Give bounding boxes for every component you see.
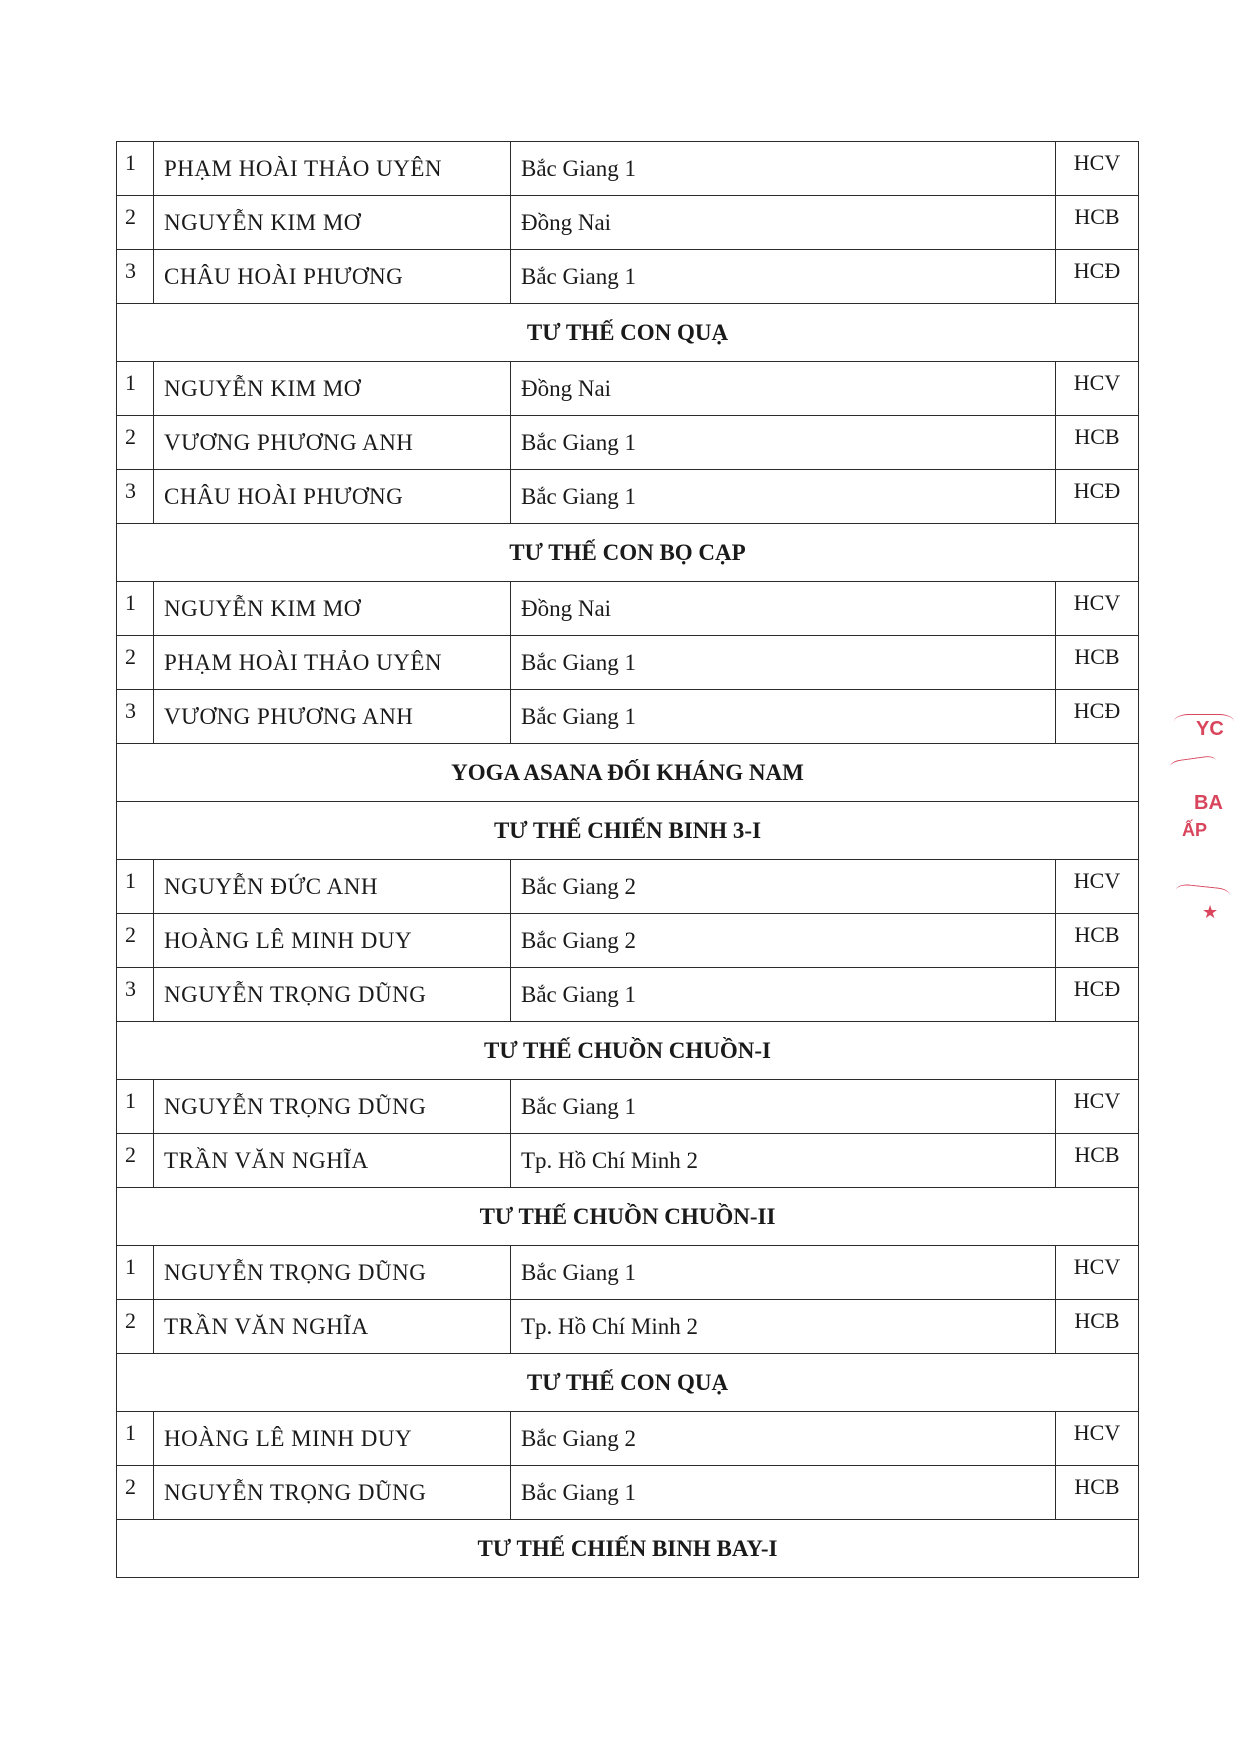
table-row	[117, 1134, 1139, 1188]
section-title: TƯ THẾ CHUỒN CHUỒN-I	[117, 1022, 1139, 1080]
athlete-name: PHẠM HOÀI THẢO UYÊN	[154, 142, 511, 196]
section-header-row	[117, 304, 1139, 362]
table-row	[117, 1300, 1139, 1354]
medal-cell: HCV	[1056, 1080, 1139, 1134]
medal-cell: HCB	[1056, 416, 1139, 470]
table-row	[117, 582, 1139, 636]
table-row	[117, 690, 1139, 744]
athlete-name: NGUYỄN ĐỨC ANH	[154, 860, 511, 914]
table-row	[117, 142, 1139, 196]
section-header-row	[117, 744, 1139, 802]
rank-cell: 2	[117, 636, 154, 690]
team-name: Bắc Giang 1	[511, 470, 1056, 524]
stamp-arc-bottom	[1175, 883, 1230, 902]
team-name: Bắc Giang 1	[511, 636, 1056, 690]
table-row	[117, 362, 1139, 416]
table-row	[117, 416, 1139, 470]
section-title: TƯ THẾ CON QUẠ	[117, 304, 1139, 362]
section-title: TƯ THẾ CHUỒN CHUỒN-II	[117, 1188, 1139, 1246]
rank-cell: 1	[117, 582, 154, 636]
athlete-name: HOÀNG LÊ MINH DUY	[154, 914, 511, 968]
team-name: Bắc Giang 1	[511, 1246, 1056, 1300]
stamp-text-3: ẤP	[1182, 820, 1208, 840]
table-row	[117, 914, 1139, 968]
medal-cell: HCĐ	[1056, 250, 1139, 304]
rank-cell: 1	[117, 1080, 154, 1134]
athlete-name: NGUYỄN KIM MƠ	[154, 362, 511, 416]
team-name: Tp. Hồ Chí Minh 2	[511, 1134, 1056, 1188]
section-header-row	[117, 1188, 1139, 1246]
medal-cell: HCV	[1056, 860, 1139, 914]
rank-cell: 1	[117, 1246, 154, 1300]
athlete-name: TRẦN VĂN NGHĨA	[154, 1134, 511, 1188]
team-name: Tp. Hồ Chí Minh 2	[511, 1300, 1056, 1354]
rank-cell: 1	[117, 142, 154, 196]
athlete-name: CHÂU HOÀI PHƯƠNG	[154, 470, 511, 524]
table-row	[117, 250, 1139, 304]
table-row	[117, 196, 1139, 250]
stamp-text-1: YC	[1196, 718, 1224, 740]
team-name: Đồng Nai	[511, 196, 1056, 250]
medal-cell: HCB	[1056, 1466, 1139, 1520]
athlete-name: HOÀNG LÊ MINH DUY	[154, 1412, 511, 1466]
medal-cell: HCV	[1056, 362, 1139, 416]
medal-cell: HCV	[1056, 142, 1139, 196]
athlete-name: VƯƠNG PHƯƠNG ANH	[154, 690, 511, 744]
rank-cell: 2	[117, 416, 154, 470]
rank-cell: 1	[117, 1412, 154, 1466]
athlete-name: NGUYỄN TRỌNG DŨNG	[154, 968, 511, 1022]
section-header-row	[117, 1354, 1139, 1412]
team-name: Bắc Giang 1	[511, 1466, 1056, 1520]
team-name: Bắc Giang 1	[511, 1080, 1056, 1134]
team-name: Bắc Giang 1	[511, 142, 1056, 196]
medal-cell: HCV	[1056, 1246, 1139, 1300]
table-row	[117, 1466, 1139, 1520]
athlete-name: VƯƠNG PHƯƠNG ANH	[154, 416, 511, 470]
section-header-row	[117, 1520, 1139, 1578]
medal-cell: HCB	[1056, 636, 1139, 690]
team-name: Bắc Giang 1	[511, 690, 1056, 744]
rank-cell: 3	[117, 250, 154, 304]
stamp-text-2: BA	[1194, 792, 1223, 814]
medal-cell: HCĐ	[1056, 690, 1139, 744]
medal-cell: HCĐ	[1056, 470, 1139, 524]
rank-cell: 1	[117, 860, 154, 914]
athlete-name: PHẠM HOÀI THẢO UYÊN	[154, 636, 511, 690]
rank-cell: 2	[117, 1300, 154, 1354]
medal-cell: HCV	[1056, 582, 1139, 636]
rank-cell: 2	[117, 914, 154, 968]
table-row	[117, 968, 1139, 1022]
section-header-row	[117, 1022, 1139, 1080]
section-title: YOGA ASANA ĐỐI KHÁNG NAM	[117, 744, 1139, 802]
team-name: Bắc Giang 2	[511, 860, 1056, 914]
section-header-row	[117, 524, 1139, 582]
table-row	[117, 1246, 1139, 1300]
rank-cell: 2	[117, 1466, 154, 1520]
athlete-name: NGUYỄN KIM MƠ	[154, 196, 511, 250]
red-stamp	[1168, 706, 1240, 934]
medal-cell: HCB	[1056, 196, 1139, 250]
team-name: Đồng Nai	[511, 582, 1056, 636]
team-name: Bắc Giang 2	[511, 1412, 1056, 1466]
athlete-name: NGUYỄN KIM MƠ	[154, 582, 511, 636]
team-name: Bắc Giang 1	[511, 416, 1056, 470]
team-name: Bắc Giang 1	[511, 968, 1056, 1022]
section-title: TƯ THẾ CHIẾN BINH BAY-I	[117, 1520, 1139, 1578]
athlete-name: NGUYỄN TRỌNG DŨNG	[154, 1246, 511, 1300]
athlete-name: NGUYỄN TRỌNG DŨNG	[154, 1080, 511, 1134]
stamp-star-icon: ★	[1202, 902, 1219, 922]
table-row	[117, 636, 1139, 690]
rank-cell: 1	[117, 362, 154, 416]
table-row	[117, 1080, 1139, 1134]
section-title: TƯ THẾ CON BỌ CẠP	[117, 524, 1139, 582]
section-title: TƯ THẾ CON QUẠ	[117, 1354, 1139, 1412]
medal-cell: HCB	[1056, 1300, 1139, 1354]
team-name: Bắc Giang 1	[511, 250, 1056, 304]
medal-cell: HCĐ	[1056, 968, 1139, 1022]
rank-cell: 3	[117, 470, 154, 524]
rank-cell: 3	[117, 968, 154, 1022]
section-header-row	[117, 802, 1139, 860]
rank-cell: 2	[117, 196, 154, 250]
athlete-name: CHÂU HOÀI PHƯƠNG	[154, 250, 511, 304]
medal-cell: HCB	[1056, 1134, 1139, 1188]
table-row	[117, 860, 1139, 914]
team-name: Bắc Giang 2	[511, 914, 1056, 968]
athlete-name: NGUYỄN TRỌNG DŨNG	[154, 1466, 511, 1520]
table-row	[117, 1412, 1139, 1466]
results-table	[116, 141, 1139, 1578]
rank-cell: 3	[117, 690, 154, 744]
team-name: Đồng Nai	[511, 362, 1056, 416]
rank-cell: 2	[117, 1134, 154, 1188]
table-row	[117, 470, 1139, 524]
stamp-arc-mid	[1169, 755, 1216, 772]
section-title: TƯ THẾ CHIẾN BINH 3-I	[117, 802, 1139, 860]
medal-cell: HCV	[1056, 1412, 1139, 1466]
medal-cell: HCB	[1056, 914, 1139, 968]
athlete-name: TRẦN VĂN NGHĨA	[154, 1300, 511, 1354]
